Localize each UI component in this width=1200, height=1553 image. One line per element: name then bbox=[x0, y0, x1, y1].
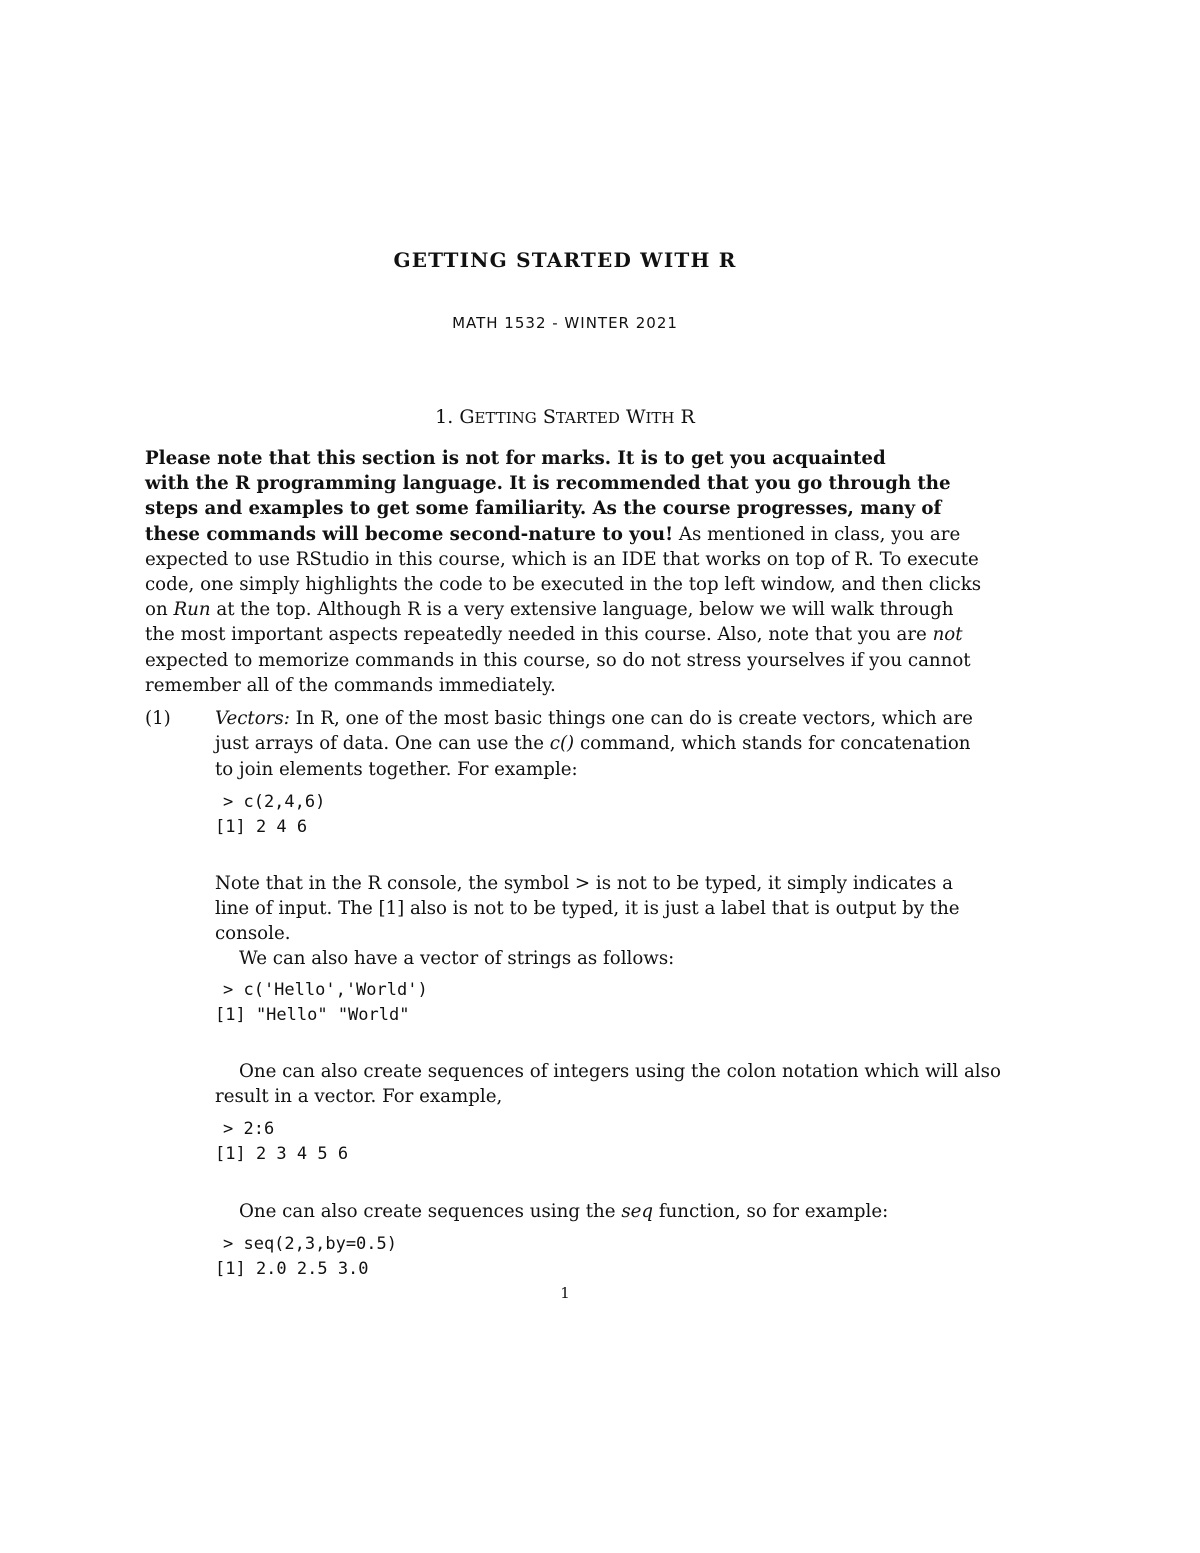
code-input: > c('Hello','World') bbox=[223, 980, 428, 1000]
document-title: GETTING STARTED WITH R bbox=[393, 248, 737, 272]
code-output: [1] 2 4 6 bbox=[215, 817, 308, 837]
intro-line: with the R programming language. It is recommended that you go through the bbox=[145, 473, 951, 495]
item-line bbox=[239, 1199, 888, 1224]
item-heading: Vectors: bbox=[215, 708, 290, 729]
list-item-body bbox=[215, 706, 1001, 1306]
item-line: console. bbox=[215, 923, 291, 944]
item-line: to join elements together. For example: bbox=[215, 759, 578, 780]
item-line: We can also have a vector of strings as follows: bbox=[239, 948, 675, 969]
intro-text: on bbox=[145, 599, 174, 621]
section-title-part: ETTING bbox=[474, 409, 537, 427]
command-emphasis: c() bbox=[549, 733, 575, 754]
intro-line: code, one simply highlights the code to be executed in the top left window, and then clicks bbox=[145, 574, 982, 596]
intro-line: expected to use RStudio in this course, which is an IDE that works on top of R. To execute bbox=[145, 548, 979, 570]
intro-bold-text: these commands will become second-nature to you! bbox=[145, 523, 674, 545]
item-text: command, which stands for concatenation bbox=[574, 733, 971, 754]
item-line: One can also create sequences of integers using the colon notation which will also bbox=[239, 1061, 1001, 1082]
code-input: > seq(2,3,by=0.5) bbox=[223, 1234, 397, 1254]
item-text: In R, one of the most basic things one can do is create vectors, which are bbox=[289, 708, 973, 729]
item-text: just arrays of data. One can use the bbox=[215, 733, 550, 754]
intro-line bbox=[145, 622, 987, 647]
list-item-number: (1) bbox=[145, 708, 171, 729]
item-line bbox=[215, 706, 987, 731]
section-title-part: R bbox=[680, 406, 695, 428]
intro-text: at the top. Although R is a very extensive language, below we will walk through bbox=[210, 599, 954, 621]
intro-line bbox=[145, 597, 987, 622]
section-title-part: TARTED bbox=[555, 409, 620, 427]
code-output: [1] 2.0 2.5 3.0 bbox=[215, 1259, 369, 1279]
seq-emphasis: seq bbox=[621, 1201, 654, 1222]
item-line: line of input. The [1] also is not to be typed, it is just a label that is output by the bbox=[215, 898, 960, 919]
intro-paragraph bbox=[145, 446, 987, 698]
item-text: function, so for example: bbox=[653, 1201, 889, 1222]
intro-line: expected to memorize commands in this course, so do not stress yourselves if you cannot bbox=[145, 649, 971, 671]
code-input: > 2:6 bbox=[223, 1119, 275, 1139]
section-title-part: W bbox=[625, 406, 646, 428]
intro-text: the most important aspects repeatedly needed in this course. Also, note that you are bbox=[145, 624, 933, 646]
code-output: [1] 2 3 4 5 6 bbox=[215, 1144, 349, 1164]
section-title-part: ITH bbox=[645, 409, 675, 427]
section-heading bbox=[0, 406, 1130, 428]
item-text: One can also create sequences using the bbox=[239, 1201, 622, 1222]
page-number: 1 bbox=[560, 1284, 570, 1302]
item-line bbox=[215, 731, 987, 756]
intro-text: As mentioned in class, you are bbox=[673, 523, 961, 545]
intro-line: Please note that this section is not for marks. It is to get you acquainted bbox=[145, 448, 886, 469]
section-title-part: G bbox=[459, 406, 475, 428]
code-output: [1] "Hello" "World" bbox=[215, 1005, 410, 1025]
item-line: Note that in the R console, the symbol > is not to be typed, it simply indicates a bbox=[215, 873, 953, 894]
section-title-part: S bbox=[542, 406, 556, 428]
run-emphasis: Run bbox=[173, 599, 211, 621]
section-number: 1. bbox=[435, 406, 454, 428]
intro-line: remember all of the commands immediately. bbox=[145, 674, 556, 696]
intro-line bbox=[145, 522, 987, 547]
item-line: result in a vector. For example, bbox=[215, 1086, 503, 1107]
code-input: > c(2,4,6) bbox=[223, 792, 326, 812]
document-subtitle: MATH 1532 - WINTER 2021 bbox=[452, 314, 678, 332]
intro-line: steps and examples to get some familiarity. As the course progresses, many of bbox=[145, 498, 942, 520]
not-emphasis: not bbox=[932, 624, 963, 646]
